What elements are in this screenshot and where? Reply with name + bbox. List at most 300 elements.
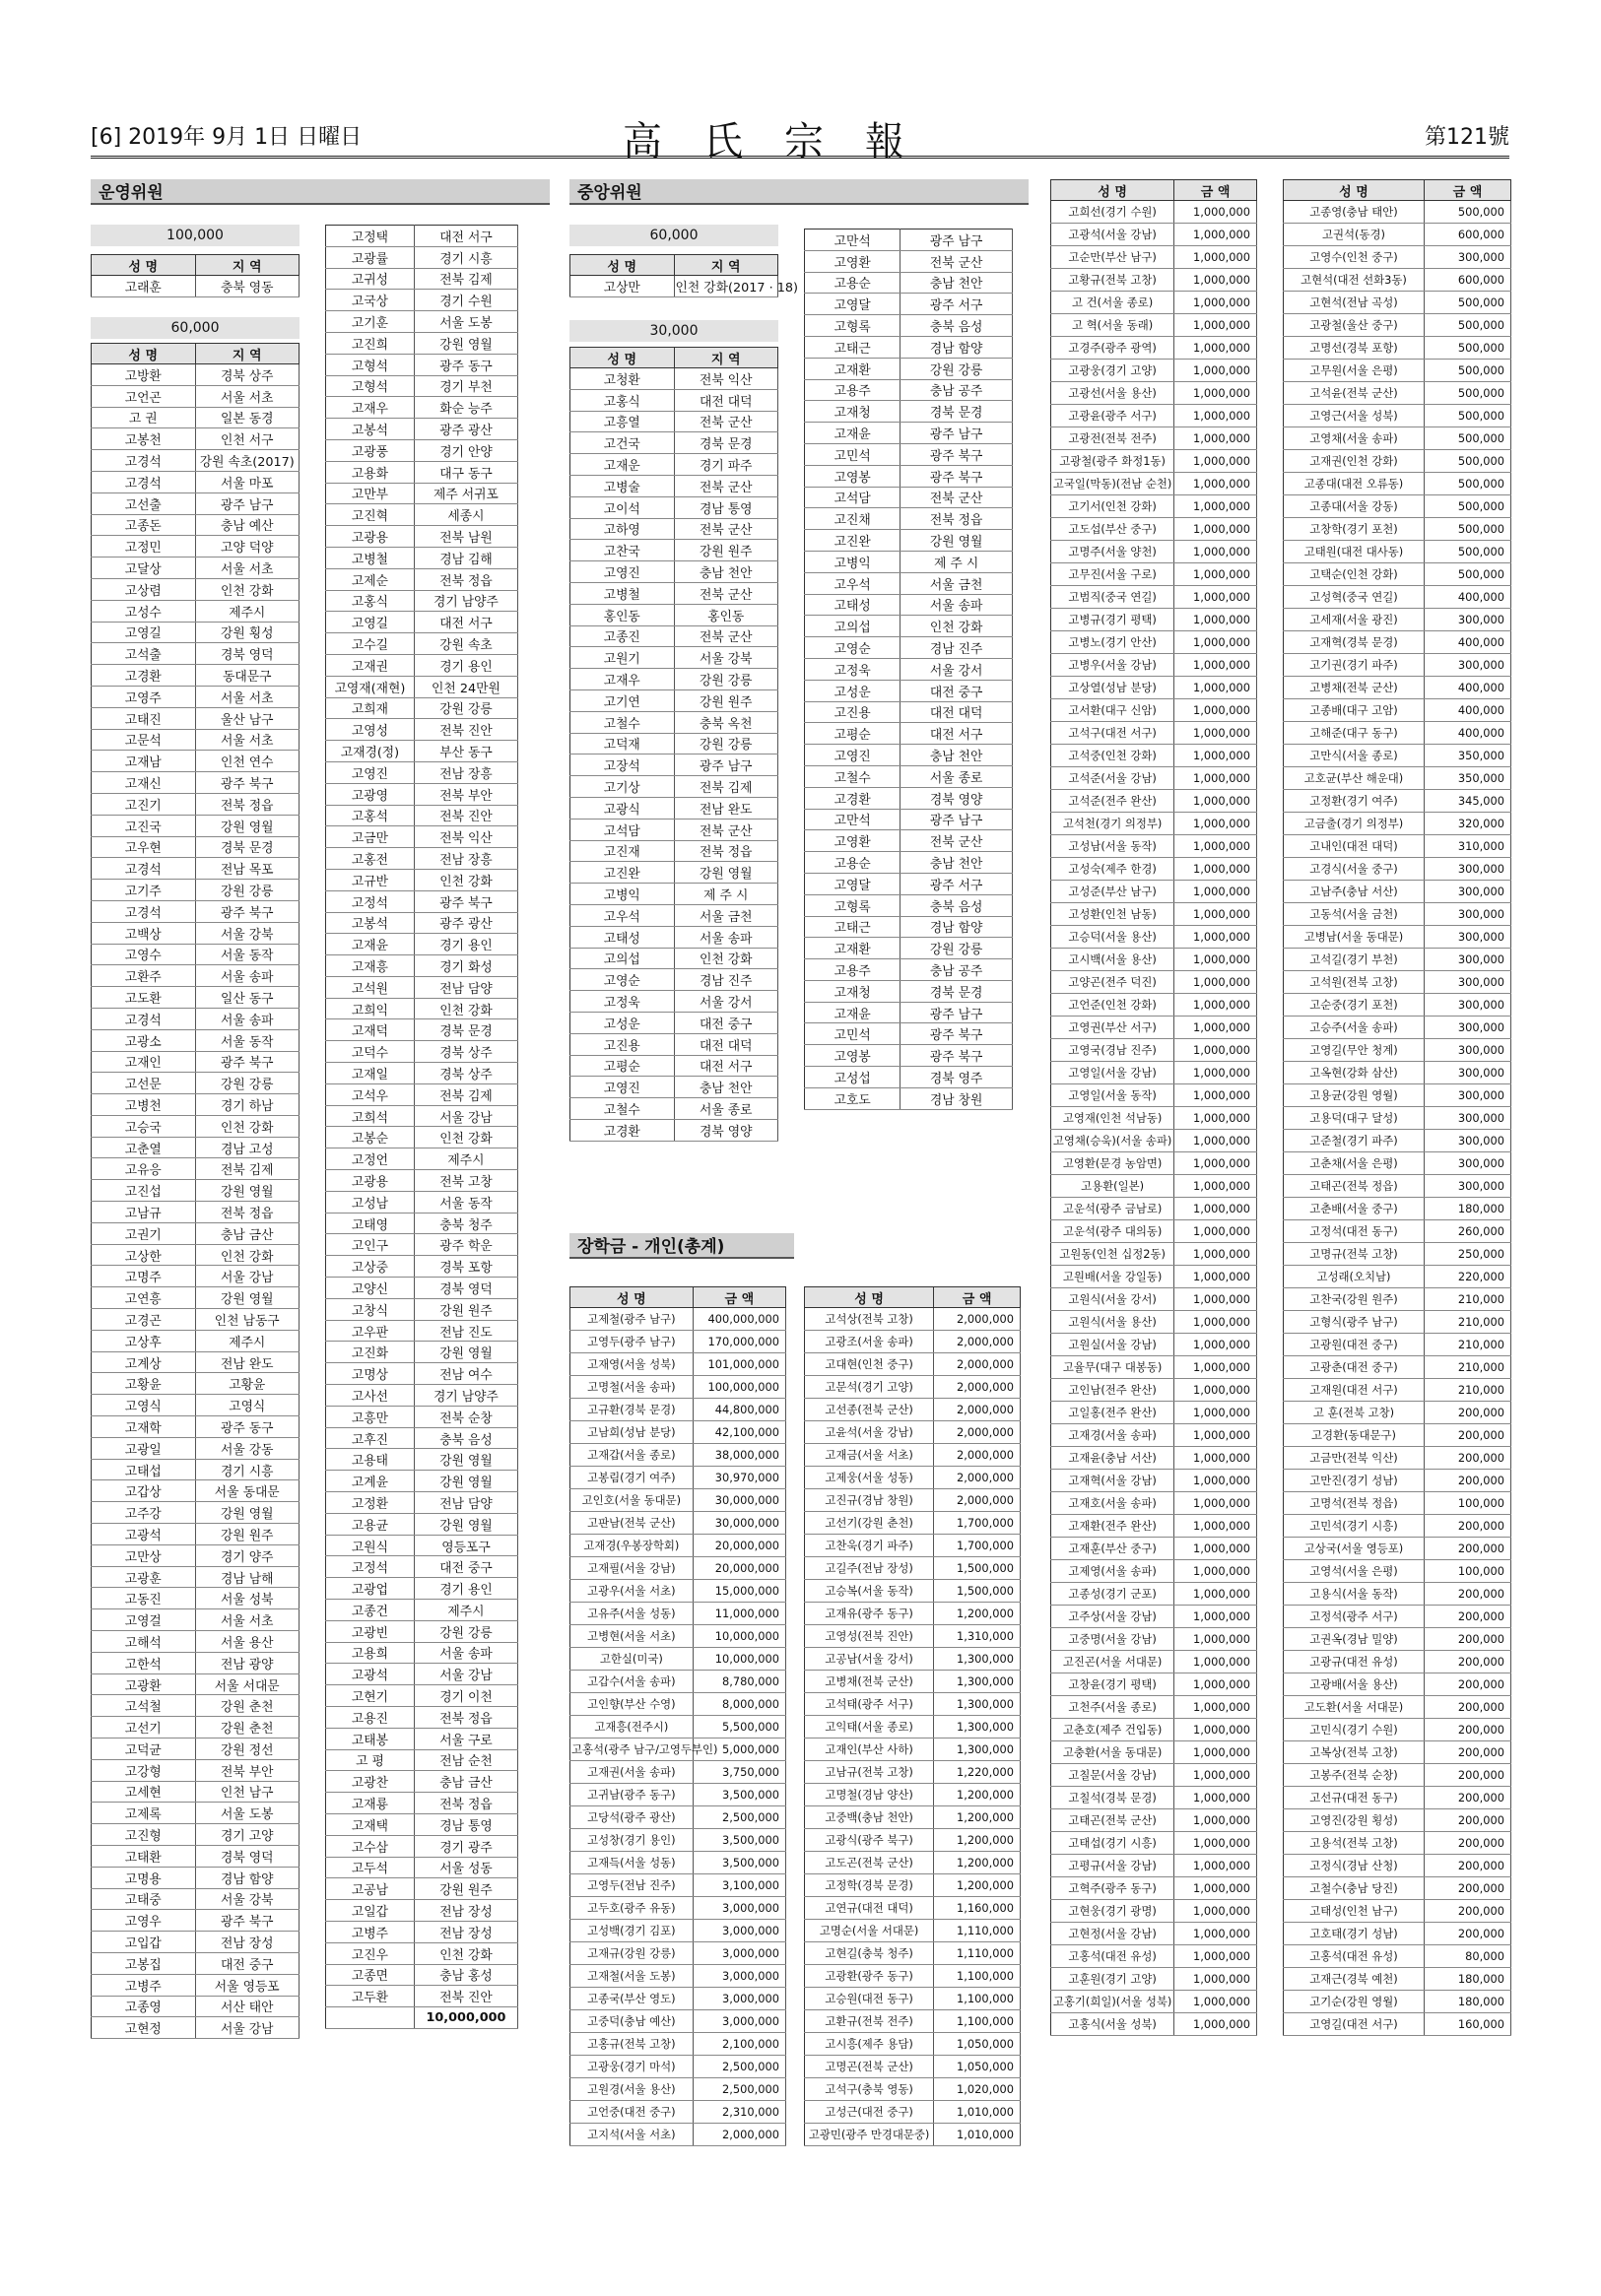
cell-region: 경기 안양 [414,439,517,461]
cell-name: 고종면 [326,1964,415,1986]
table-row [805,1067,1013,1088]
table-row [326,890,518,912]
table-row [1284,835,1511,858]
table-row [1284,1175,1511,1198]
cell-amount: 1,000,000 [1174,609,1257,631]
cell-region: 경기 하남 [195,1094,300,1116]
cell-amount: 2,000,000 [934,1308,1021,1331]
table-row [805,1874,1021,1897]
cell-amount: 300,000 [1424,949,1510,971]
cell-amount: 30,000,000 [693,1512,785,1535]
table-row [570,1331,786,1353]
cell-name: 고한실(미국) [570,1648,694,1671]
cell-name: 고덕균 [92,1738,196,1760]
table-row [805,1988,1021,2010]
cell-name: 고영길(무안 청계) [1284,1039,1425,1062]
table-row [805,809,1013,830]
cell-name: 고재덕 [326,1019,415,1041]
table-row [326,1170,518,1192]
cell-name: 고금만(전북 익산) [1284,1447,1425,1470]
table-row [326,1556,518,1578]
table-row [92,1803,300,1824]
cell-region: 서울 마포 [195,471,300,492]
cell-region: 고영식 [195,1395,300,1416]
table-row [570,1784,786,1806]
cell-name: 고서환(대구 신암) [1051,699,1174,722]
cell-region: 일산 동구 [195,987,300,1009]
cell-name: 고영석(서울 은평) [1284,1560,1425,1583]
table-row [326,1406,518,1427]
cell-name: 고재일 [326,1063,415,1084]
table-row [570,1119,778,1141]
table-row [1051,1991,1257,2013]
cell-name: 고문석(경기 고양) [805,1376,934,1399]
table-row [326,526,518,548]
cell-name: 고진혁 [326,504,415,526]
cell-name: 고선기(강원 춘천) [805,1512,934,1535]
table-row [1284,609,1511,631]
cell-amount: 2,310,000 [693,2101,785,2124]
cell-amount: 20,000,000 [693,1557,785,1580]
cell-amount: 38,000,000 [693,1444,785,1467]
cell-name: 고상열(성남 분당) [1051,677,1174,699]
table-row [570,647,778,669]
table-row [1284,1968,1511,1991]
cell-name: 고운석(광주 대의동) [1051,1220,1174,1243]
table-row [1051,1130,1257,1152]
cell-name: 고이석 [570,496,675,518]
cell-amount: 1,200,000 [934,1806,1021,1829]
table-row [570,1671,786,1693]
cell-name: 고연규(대전 대덕) [805,1897,934,1920]
cell-name: 고계상 [92,1351,196,1373]
cell-name: 고진재 [570,840,675,862]
cell-name: 고정석 [326,1556,415,1578]
table-row [1284,427,1511,450]
table-row [326,1471,518,1492]
cell-name: 고무원(서울 은평) [1284,360,1425,382]
table-row [1051,1560,1257,1583]
column-header-name: 성 명 [570,1287,694,1308]
cell-name: 고영걸 [92,1609,196,1631]
table-row [805,1489,1021,1512]
table-row [326,2007,518,2029]
cell-name: 고경석 [92,1008,196,1029]
cell-amount: 1,700,000 [934,1535,1021,1557]
cell-amount: 500,000 [1424,450,1510,473]
amount-label-60k: 60,000 [91,317,300,339]
cell-amount: 210,000 [1424,1334,1510,1356]
cell-name: 고명철(경남 양산) [805,1784,934,1806]
cell-name: 고주강 [92,1502,196,1524]
cell-amount: 80,000 [1424,1945,1510,1968]
table-row [92,1222,300,1244]
cell-amount: 2,000,000 [934,1331,1021,1353]
table-row [326,1278,518,1299]
table-row [326,1385,518,1407]
cell-region: 서울 강서 [674,991,778,1013]
cell-name: 고선문 [92,1073,196,1094]
table-row [570,1489,786,1512]
cell-name: 고청환 [570,368,675,390]
cell-name: 고갑상 [92,1480,196,1502]
table-row [326,1835,518,1857]
cell-region: 인천 강화 [414,869,517,890]
cell-amount: 400,000 [1424,722,1510,745]
cell-name: 고영권(부산 서구) [1051,1017,1174,1039]
cell-region: 강원 강릉 [674,733,778,754]
cell-region: 서울 도봉 [414,311,517,333]
table-row [92,1073,300,1094]
cell-name: 고재윤 [326,934,415,955]
cell-amount: 3,000,000 [693,1988,785,2010]
table-row [1284,745,1511,767]
cell-name: 고귀남(광주 동구) [570,1784,694,1806]
cell-region: 경기 용인 [414,934,517,955]
cell-name: 고무진(서울 구로) [1051,563,1174,586]
table-row [570,926,778,948]
cell-name: 고도환 [92,987,196,1009]
cell-region: 전북 정읍 [901,508,1013,530]
table-row [805,1806,1021,1829]
table-row [805,1087,1013,1109]
cell-name: 고종배(대구 고암) [1284,699,1425,722]
cell-region: 전남 담양 [414,976,517,998]
cell-name: 고재흥(전주시) [570,1716,694,1738]
table-row [92,1180,300,1202]
table-row [1051,1877,1257,1900]
cell-amount: 1,010,000 [934,2124,1021,2146]
cell-region: 전북 군산 [674,625,778,647]
table-row [570,1399,786,1421]
table-central-30k [569,347,778,1142]
cell-amount: 1,000,000 [1174,1696,1257,1719]
cell-name: 고동진 [92,1588,196,1609]
cell-region: 경기 용인 [414,1578,517,1600]
cell-name: 고흥만 [326,1406,415,1427]
table-row [326,354,518,375]
cell-name: 고대현(인천 중구) [805,1353,934,1376]
cell-name: 고언곤 [92,385,196,407]
cell-amount: 1,000,000 [1174,246,1257,269]
cell-amount: 200,000 [1424,1628,1510,1651]
cell-amount: 1,200,000 [934,1852,1021,1874]
cell-name: 고홍식 [570,389,675,411]
cell-name: 고현웅(경기 광명) [1051,1900,1174,1923]
table-row [805,916,1013,938]
cell-amount: 1,000,000 [1174,1107,1257,1130]
cell-name: 고영봉 [805,465,901,487]
cell-name: 고광식(광주 북구) [805,1829,934,1852]
cell-name: 고철수(충남 당진) [1284,1877,1425,1900]
table-row [805,572,1013,594]
cell-amount: 200,000 [1424,1832,1510,1855]
table-row [570,689,778,711]
cell-amount: 500,000 [1424,495,1510,518]
cell-name: 고순만(부산 남구) [1051,246,1174,269]
cell-region: 광주 남구 [674,754,778,776]
cell-name: 고병익 [570,884,675,905]
cell-name: 고용식(서울 동작) [1284,1583,1425,1606]
table-row [1284,994,1511,1017]
table-row [326,934,518,955]
table-row [570,1580,786,1603]
cell-region: 강원 영월 [195,1287,300,1309]
table-row [326,268,518,290]
table-row [326,998,518,1019]
table-row [805,1761,1021,1784]
table-row [1284,1515,1511,1538]
cell-name: 고태봉 [326,1728,415,1749]
table-row [92,1115,300,1137]
cell-name: 고정석(광주 서구) [1284,1606,1425,1628]
table-row [92,686,300,707]
cell-amount: 1,500,000 [934,1580,1021,1603]
cell-name: 고주상(서울 강남) [1051,1606,1174,1628]
cell-amount: 1,000,000 [1174,1900,1257,1923]
cell-name: 고명석(전북 정읍) [1284,1492,1425,1515]
table-row [1051,337,1257,360]
cell-region: 경남 김해 [414,547,517,568]
cell-name: 고종진 [570,625,675,647]
cell-name: 고재윤 [805,423,901,444]
cell-region: 광주 남구 [901,1002,1013,1023]
cell-name: 고용주 [805,379,901,401]
cell-name: 고만석 [805,230,901,251]
cell-region: 경북 영양 [674,1119,778,1141]
cell-name: 고일갑 [326,1900,415,1922]
table-row [92,471,300,492]
cell-region: 경기 부천 [414,375,517,397]
table-row [326,461,518,483]
cell-name: 고석중(인천 강화) [1051,745,1174,767]
cell-amount: 210,000 [1424,1356,1510,1379]
table-row [1051,1175,1257,1198]
table-row [1051,1107,1257,1130]
table-row [326,483,518,504]
cell-region: 서울 강서 [901,658,1013,680]
table-row [570,2056,786,2078]
cell-amount: 1,000,000 [1174,1764,1257,1787]
cell-name: 고남규(전북 고창) [805,1761,934,1784]
cell-name: 고지석(서울 서초) [570,2124,694,2146]
cell-region: 서울 서초 [195,385,300,407]
cell-amount: 3,500,000 [693,1852,785,1874]
cell-name: 고당석(광주 광산) [570,1806,694,1829]
cell-name: 고광환 [92,1673,196,1695]
table-row [326,1298,518,1320]
table-row [92,1717,300,1738]
table-row [326,1793,518,1814]
cell-amount: 1,000,000 [1174,1220,1257,1243]
cell-name: 고병노(경기 안산) [1051,631,1174,654]
cell-name: 고병철 [326,547,415,568]
column-header-name: 성 명 [570,255,675,276]
cell-name: 고덕재 [570,733,675,754]
cell-name: 고현정(서울 강남) [1051,1923,1174,1945]
cell-name: 고백상 [92,922,196,944]
table-row [1284,586,1511,609]
cell-region: 서산 태안 [195,1996,300,2017]
table-row [92,1502,300,1524]
table-row [1051,518,1257,541]
table-row [1051,201,1257,224]
cell-name: 고재신 [92,772,196,794]
cell-amount: 1,000,000 [1174,835,1257,858]
cell-amount: 500,000 [1424,360,1510,382]
table-row [326,1620,518,1642]
table-row [570,969,778,991]
cell-name: 고춘열 [92,1137,196,1158]
cell-name: 고종성(경기 군포) [1051,1583,1174,1606]
cell-amount: 350,000 [1424,745,1510,767]
table-row [805,1648,1021,1671]
cell-name: 고진기 [92,793,196,815]
cell-amount: 300,000 [1424,1130,1510,1152]
table-row [1284,1039,1511,1062]
cell-name: 고상렴 [92,578,196,600]
table-row [1284,1945,1511,1968]
cell-name: 고광률 [326,246,415,268]
cell-name: 고재권 [326,654,415,676]
cell-region: 경기 수원 [414,290,517,311]
cell-region: 고양 덕양 [195,536,300,558]
table-row [570,2010,786,2033]
cell-name: 고태섭 [92,1459,196,1480]
table-row [1051,1266,1257,1288]
cell-name: 고영우 [92,1910,196,1932]
cell-region: 인천 강화 [195,1244,300,1266]
table-row [1051,473,1257,495]
cell-amount: 2,000,000 [934,1444,1021,1467]
table-row [1051,1538,1257,1560]
cell-region: 서울 서대문 [195,1673,300,1695]
cell-region: 전북 정읍 [195,1202,300,1223]
cell-amount: 250,000 [1424,1243,1510,1266]
table-row [1051,1583,1257,1606]
table-row [805,2033,1021,2056]
cell-region: 경북 문경 [901,401,1013,423]
cell-region: 경북 포항 [414,1256,517,1278]
cell-amount: 1,000,000 [1174,1538,1257,1560]
cell-amount: 1,000,000 [1174,1243,1257,1266]
cell-region: 광주 동구 [195,1416,300,1438]
table-row [570,276,778,297]
cell-name: 고석철 [92,1695,196,1717]
cell-amount: 2,000,000 [693,2124,785,2146]
cell-name: 고철수 [570,1098,675,1120]
cell-name: 고종건 [326,1600,415,1621]
table-row [326,1942,518,1964]
cell-name: 고재룡 [326,1793,415,1814]
cell-region: 인천 남구 [195,1781,300,1803]
table-row [326,912,518,934]
cell-name: 고재훈(부산 중구) [1051,1538,1174,1560]
cell-region: 강원 영월 [674,862,778,884]
cell-name: 고종영 [92,1996,196,2017]
cell-region: 전남 장성 [195,1932,300,1953]
cell-region: 10,000,000 [414,2007,517,2029]
table-row [805,2124,1021,2146]
cell-name: 고재청 [805,980,901,1002]
cell-name: 고석구(대전 서구) [1051,722,1174,745]
cell-amount: 1,000,000 [1174,1311,1257,1334]
cell-amount: 1,000,000 [1174,1968,1257,1991]
cell-region: 경남 통영 [414,1813,517,1835]
table-row [326,1492,518,1514]
cell-amount: 1,000,000 [1174,949,1257,971]
cell-name: 고재윤 [805,1002,901,1023]
cell-name: 고영국(경남 진주) [1051,1039,1174,1062]
cell-amount: 1,000,000 [1174,541,1257,563]
table-row [92,1094,300,1116]
cell-amount: 1,000,000 [1174,450,1257,473]
cell-name: 고경환 [92,665,196,687]
table-row [570,2033,786,2056]
cell-name: 고광훈 [92,1566,196,1588]
table-row [570,862,778,884]
cell-amount: 400,000 [1424,677,1510,699]
table-row [1284,1334,1511,1356]
cell-region: 전남 여수 [414,1363,517,1385]
cell-name: 고석태(광주 서구) [805,1693,934,1716]
table-row [1284,631,1511,654]
cell-name: 고희익 [326,998,415,1019]
cell-name: 고명주 [92,1266,196,1287]
table-row [1284,677,1511,699]
table-row [1051,1356,1257,1379]
cell-region: 경기 남양주 [414,1385,517,1407]
cell-region: 인천 강화 [195,578,300,600]
table-row [570,475,778,496]
cell-name: 고성창(경기 용인) [570,1829,694,1852]
cell-region: 경북 상주 [414,1063,517,1084]
table-row [570,1077,778,1098]
cell-name: 고재남 [92,751,196,772]
cell-name: 고홍석(대전 유성) [1051,1945,1174,1968]
cell-amount: 300,000 [1424,1107,1510,1130]
cell-region: 인천 남동구 [195,1309,300,1331]
cell-name: 고재운 [570,454,675,476]
cell-amount: 1,000,000 [1174,1741,1257,1764]
table-row [805,551,1013,572]
cell-name: 고사선 [326,1385,415,1407]
cell-name: 고정환 [326,1492,415,1514]
cell-amount: 1,000,000 [1174,926,1257,949]
cell-amount: 1,000,000 [1174,405,1257,427]
cell-amount: 1,000,000 [1174,473,1257,495]
cell-name: 고선규(대전 동구) [1284,1787,1425,1809]
table-row [570,1033,778,1055]
cell-name: 고해석 [92,1631,196,1653]
cell-region: 강원 원주 [195,1524,300,1545]
table-row [1051,1243,1257,1266]
cell-name: 고재근(경북 예천) [1284,1968,1425,1991]
table-row [805,1535,1021,1557]
cell-name: 고원배(서울 강일동) [1051,1266,1174,1288]
table-row [1284,1583,1511,1606]
cell-region: 서울 구로 [414,1728,517,1749]
table-row [805,1308,1021,1331]
table-row [1051,1515,1257,1538]
cell-name: 고재경(우봉장학회) [570,1535,694,1557]
cell-name: 고입갑 [92,1932,196,1953]
cell-region: 강원 영월 [414,1471,517,1492]
cell-amount: 3,000,000 [693,1942,785,1965]
masthead [91,116,1509,164]
table-row [570,819,778,840]
cell-name: 고원동(인천 십정2동) [1051,1243,1174,1266]
